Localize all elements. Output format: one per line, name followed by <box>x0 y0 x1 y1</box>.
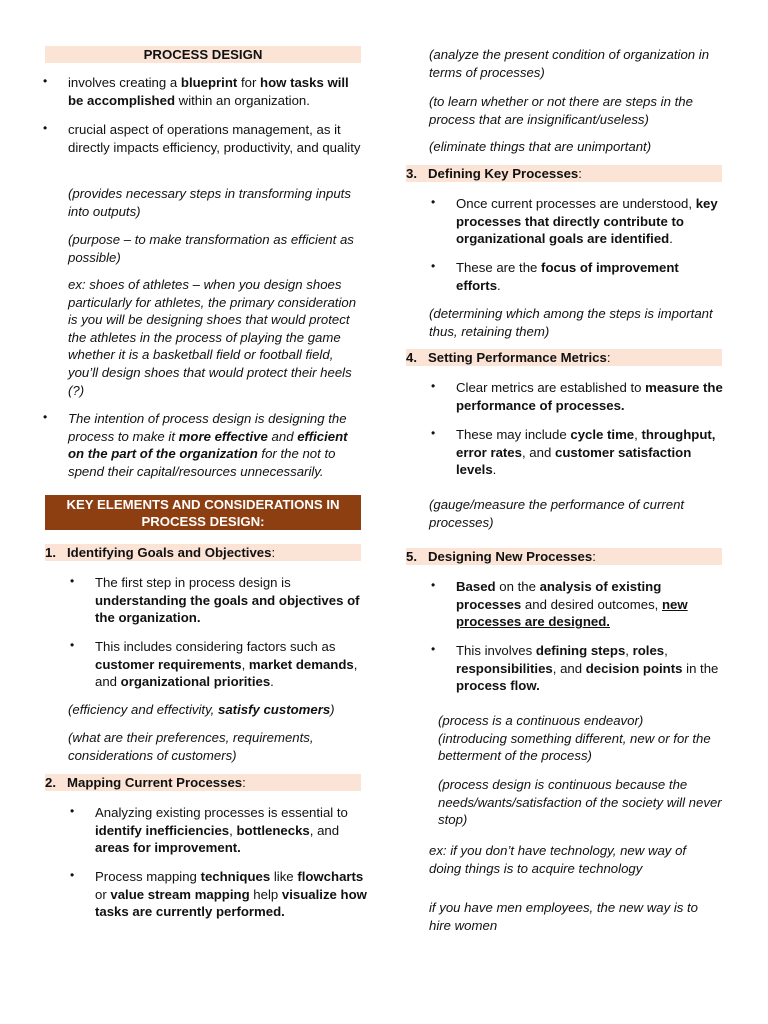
bullet-icon: • <box>431 259 436 273</box>
bullet-icon: • <box>70 574 75 588</box>
title-bar <box>45 46 361 63</box>
bullet-icon: • <box>70 804 75 818</box>
section-3-note: (determining which among the steps is important thus, retaining them) <box>429 306 713 339</box>
bullet-icon: • <box>431 642 436 656</box>
bullet-icon: • <box>70 638 75 652</box>
section-4-note: (gauge/measure the performance of current processes) <box>429 497 685 530</box>
note-analyze: (analyze the present condition of organization in terms of processes) <box>429 47 710 80</box>
intro-bullet-3: The intention of process design is designing the process to make it more effective and efficient on the part of the organization for the not to spend their capital/resources unnecessarily. <box>68 411 348 479</box>
section-1-bullet-2: This includes considering factors such as customer requirements, market demands, and organizational priorities. <box>95 639 358 690</box>
bullet-icon: • <box>70 868 75 882</box>
bullet-icon: • <box>431 426 436 440</box>
section-3-bullet-2: These are the focus of improvement efforts. <box>456 260 679 293</box>
section-5-bullet-1: Based on the analysis of existing processes and desired outcomes, new processes are designed. <box>456 579 688 630</box>
section-5-bullet-2: This involves defining steps, roles, responsibilities, and decision points in the process flow. <box>456 643 719 694</box>
section-1-note-2: (what are their preferences, requirements, considerations of customers) <box>68 730 314 763</box>
note-purpose: (purpose – to make transformation as efficient as possible) <box>68 232 354 265</box>
note-inputs-outputs: (provides necessary steps in transforming inputs into outputs) <box>68 186 351 219</box>
section-2-bullet-2: Process mapping techniques like flowcharts or value stream mapping help visualize how tasks are currently performed. <box>95 869 367 920</box>
bullet-icon: • <box>431 195 436 209</box>
intro-bullet-2: crucial aspect of operations management, as it directly impacts efficiency, productivity, and quality <box>68 122 361 155</box>
bullet-icon: • <box>431 379 436 393</box>
bullet-icon: • <box>43 74 48 88</box>
section-1-note-1: (efficiency and effectivity, satisfy customers) <box>68 702 335 717</box>
section-1-bullet-1: The first step in process design is understanding the goals and objectives of the organization. <box>95 575 360 626</box>
bullet-icon: • <box>431 578 436 592</box>
section-3-bullet-1: Once current processes are understood, key processes that directly contribute to organizational goals are identified. <box>456 196 718 247</box>
example-employees: if you have men employees, the new way is to hire women <box>429 900 699 933</box>
section-1-heading: 1. Identifying Goals and Objectives: <box>45 544 361 561</box>
section-2-bullet-1: Analyzing existing processes is essential to identify inefficiencies, bottlenecks, and areas for improvement. <box>95 805 348 856</box>
bullet-icon: • <box>43 121 48 135</box>
page-title: PROCESS DESIGN <box>143 47 263 62</box>
section-3-heading: 3. Defining Key Processes: <box>406 165 722 182</box>
section-2-heading: 2. Mapping Current Processes: <box>45 774 361 791</box>
note-eliminate: (eliminate things that are unimportant) <box>429 139 652 154</box>
section-5-heading: 5. Designing New Processes: <box>406 548 722 565</box>
note-shoes-example: ex: shoes of athletes – when you design shoes particularly for athletes, the primary consideration is you will be designing shoes that would protect the athletes in the process of playing the game whether it is a basketball field or football field, you’ll design shoes that would protect their heels (?) <box>68 277 357 398</box>
section-5-note-3: (process design is continuous because the needs/wants/satisfaction of the society will never stop) <box>438 777 722 828</box>
note-learn: (to learn whether or not there are steps in the process that are insignificant/useless) <box>429 94 693 127</box>
bullet-icon: • <box>43 410 48 424</box>
section-4-heading: 4. Setting Performance Metrics: <box>406 349 722 366</box>
key-elements-heading: KEY ELEMENTS AND CONSIDERATIONS IN PROCESS DESIGN: <box>45 495 361 530</box>
section-4-bullet-1: Clear metrics are established to measure the performance of processes. <box>456 380 723 413</box>
example-technology: ex: if you don’t have technology, new way of doing things is to acquire technology <box>429 843 687 876</box>
section-5-note-1: (process is a continuous endeavor) (introducing something different, new or for the betterment of the process) <box>438 713 711 764</box>
intro-bullet-1: involves creating a blueprint for how tasks will be accomplished within an organization. <box>68 75 349 108</box>
section-4-bullet-2: These may include cycle time, throughput, error rates, and customer satisfaction levels. <box>456 427 716 478</box>
